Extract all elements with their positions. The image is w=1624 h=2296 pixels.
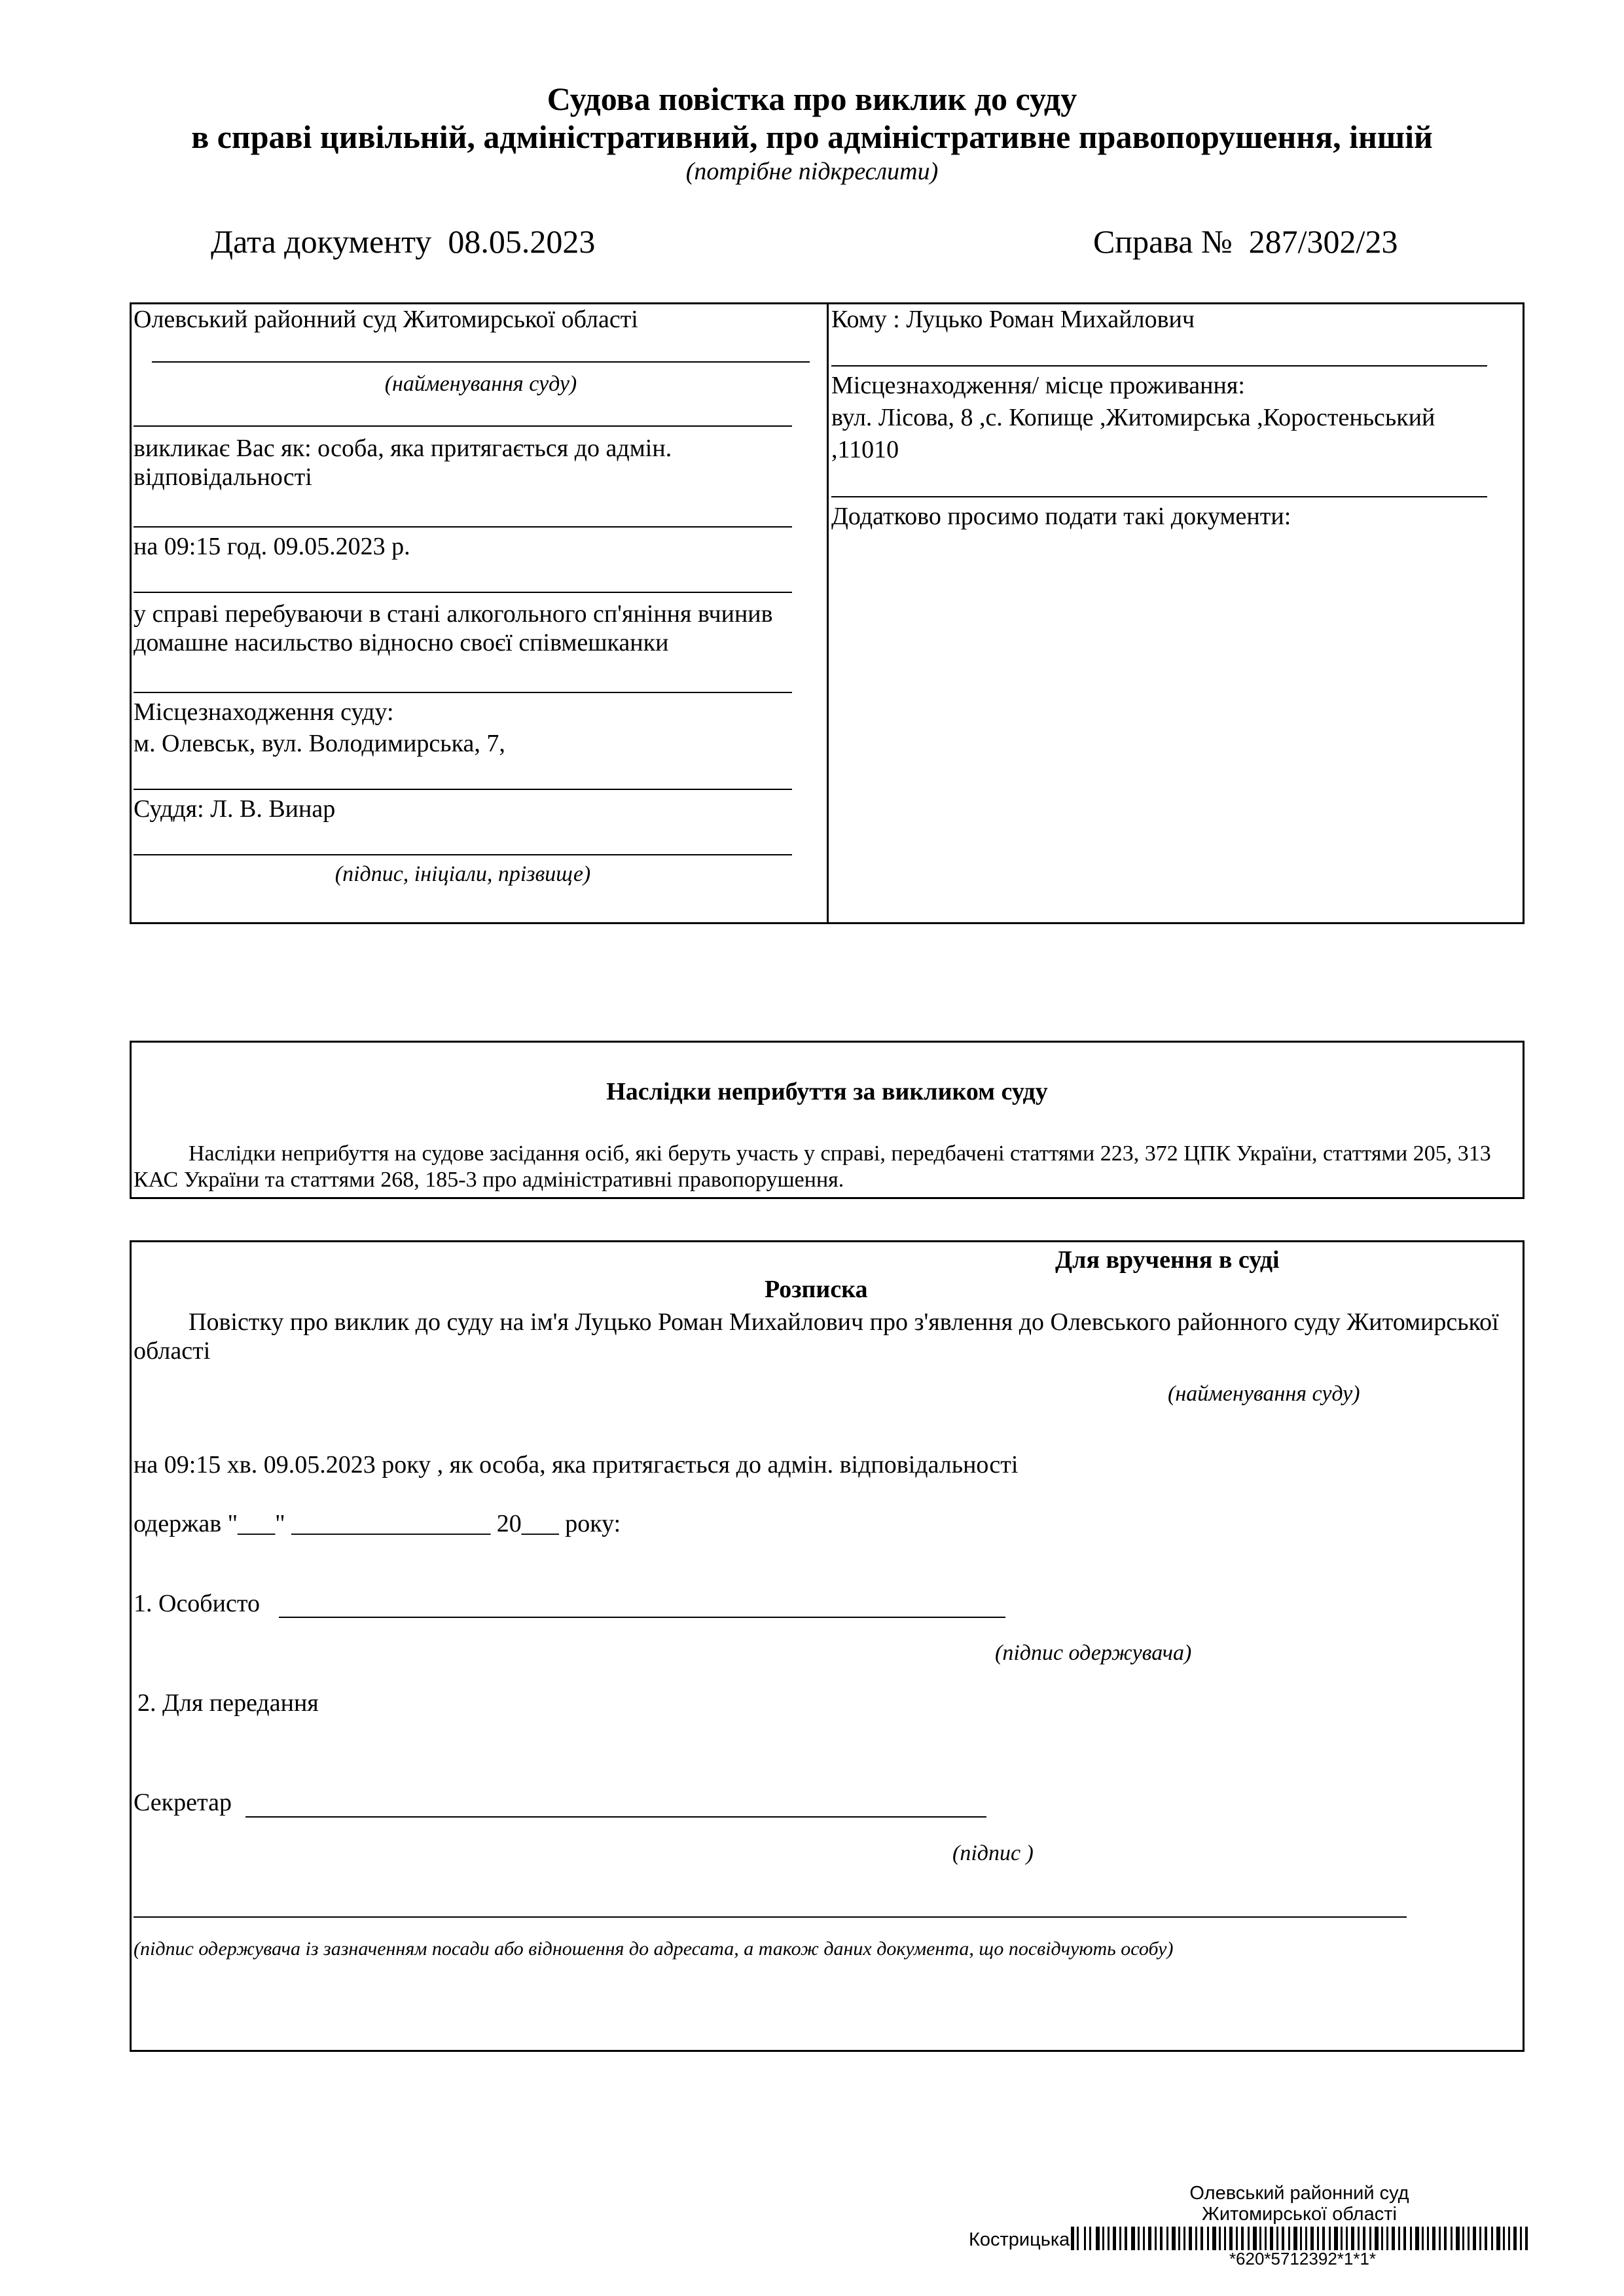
title-subtitle: (потрібне підкреслити) — [685, 158, 939, 185]
court-location-label: Місцезнаходження суду: — [134, 698, 394, 726]
receipt-title: Розписка — [765, 1276, 868, 1303]
recipient-address-line1: вул. Лісова, 8 ,с. Копище ,Житомирська ,Коростеньський — [831, 404, 1435, 431]
title-line1: Судова повістка про виклик до суду — [547, 81, 1077, 117]
received-date-line[interactable]: одержав "___" ________________ 20___ року: — [134, 1510, 621, 1537]
title-line2: в справі цивільній, адміністративний, про адміністративне правопорушення, іншій — [191, 118, 1433, 155]
judge-name: Суддя: Л. В. Винар — [134, 795, 336, 823]
address-line — [831, 496, 1487, 497]
case-subject-line — [134, 592, 792, 593]
recipient-details-line[interactable] — [134, 1916, 1407, 1918]
clerk-name: Кострицька — [969, 2229, 1070, 2250]
secretary-label: Секретар — [134, 1789, 232, 1816]
receipt-court-caption: (найменування суду) — [1168, 1382, 1360, 1406]
recipient-details-caption: (підпис одержувача із зазначенням посади або відношення до адресата, а також даних документа, що посвідчують особу) — [134, 1938, 1174, 1960]
court-location: м. Олевськ, вул. Володимирська, 7, — [134, 730, 505, 757]
receipt-text: Повістку про виклик до суду на ім'я Луцько Роман Михайлович про з'явлення до Олевського районного суду Житомирської області — [134, 1308, 1499, 1365]
summons-time: на 09:15 год. 09.05.2023 р. — [134, 533, 410, 560]
secretary-signature-field[interactable] — [245, 1816, 986, 1818]
for-court-label: Для вручення в суді — [1055, 1246, 1280, 1274]
document-date-label: Дата документу — [211, 223, 432, 260]
stamp-court-line1: Олевський районний суд — [1189, 2183, 1409, 2204]
transfer-label: 2. Для передання — [137, 1689, 319, 1717]
case-number — [1093, 223, 1398, 260]
document-date-value: 08.05.2023 — [448, 223, 596, 260]
recipient: Кому : Луцько Роман Михайлович — [831, 306, 1195, 333]
court-location-line — [134, 692, 792, 693]
summons-as: викликає Вас як: особа, яка притягається до адмін. відповідальності — [134, 435, 672, 491]
court-name-caption: (найменування суду) — [384, 372, 577, 396]
recipient-signature-caption: (підпис одержувача) — [995, 1641, 1192, 1665]
summons-as-line — [134, 425, 792, 427]
barcode — [1071, 2227, 1529, 2250]
case-number-label: Справа № — [1093, 223, 1233, 260]
recipient-line — [831, 365, 1487, 367]
stamp-court-line2: Житомирської області — [1202, 2204, 1397, 2225]
judge-caption: (підпис, ініціали, прізвище) — [334, 862, 591, 886]
court-name: Олевський районний суд Житомирської області — [134, 306, 638, 333]
time-line — [134, 526, 792, 528]
barcode-text: *620*5712392*1*1* — [1229, 2249, 1377, 2269]
personal-label: 1. Особисто — [134, 1590, 260, 1617]
consequences-text: Наслідки неприбуття на судове засідання осіб, які беруть участь у справі, передбачені статтями 223, 372 ЦПК України, статтями 205, 313 КАС України та статтями 268, 185-3 про адміністративні правопорушення. — [134, 1141, 1491, 1192]
consequences-title: Наслідки неприбуття за викликом суду — [606, 1078, 1048, 1105]
secretary-sign-caption: (підпис ) — [952, 1841, 1034, 1865]
document-date — [211, 223, 595, 260]
case-subject: у справі перебуваючи в стані алкогольного сп'яніння вчинив домашне насильство відносно своєї співмешканки — [134, 600, 773, 656]
court-name-line — [152, 361, 810, 363]
receipt-time-line: на 09:15 хв. 09.05.2023 року , як особа, яка притягається до адмін. відповідальності — [134, 1451, 1019, 1479]
personal-signature-field[interactable] — [279, 1617, 1005, 1618]
judge-line-top — [134, 789, 792, 790]
recipient-address-line2: ,11010 — [831, 436, 899, 463]
extra-documents-label: Додатково просимо подати такі документи: — [831, 503, 1291, 530]
case-number-value: 287/302/23 — [1248, 223, 1398, 260]
recipient-location-label: Місцезнаходження/ місце проживання: — [831, 372, 1245, 399]
judge-signature-line — [134, 854, 792, 855]
